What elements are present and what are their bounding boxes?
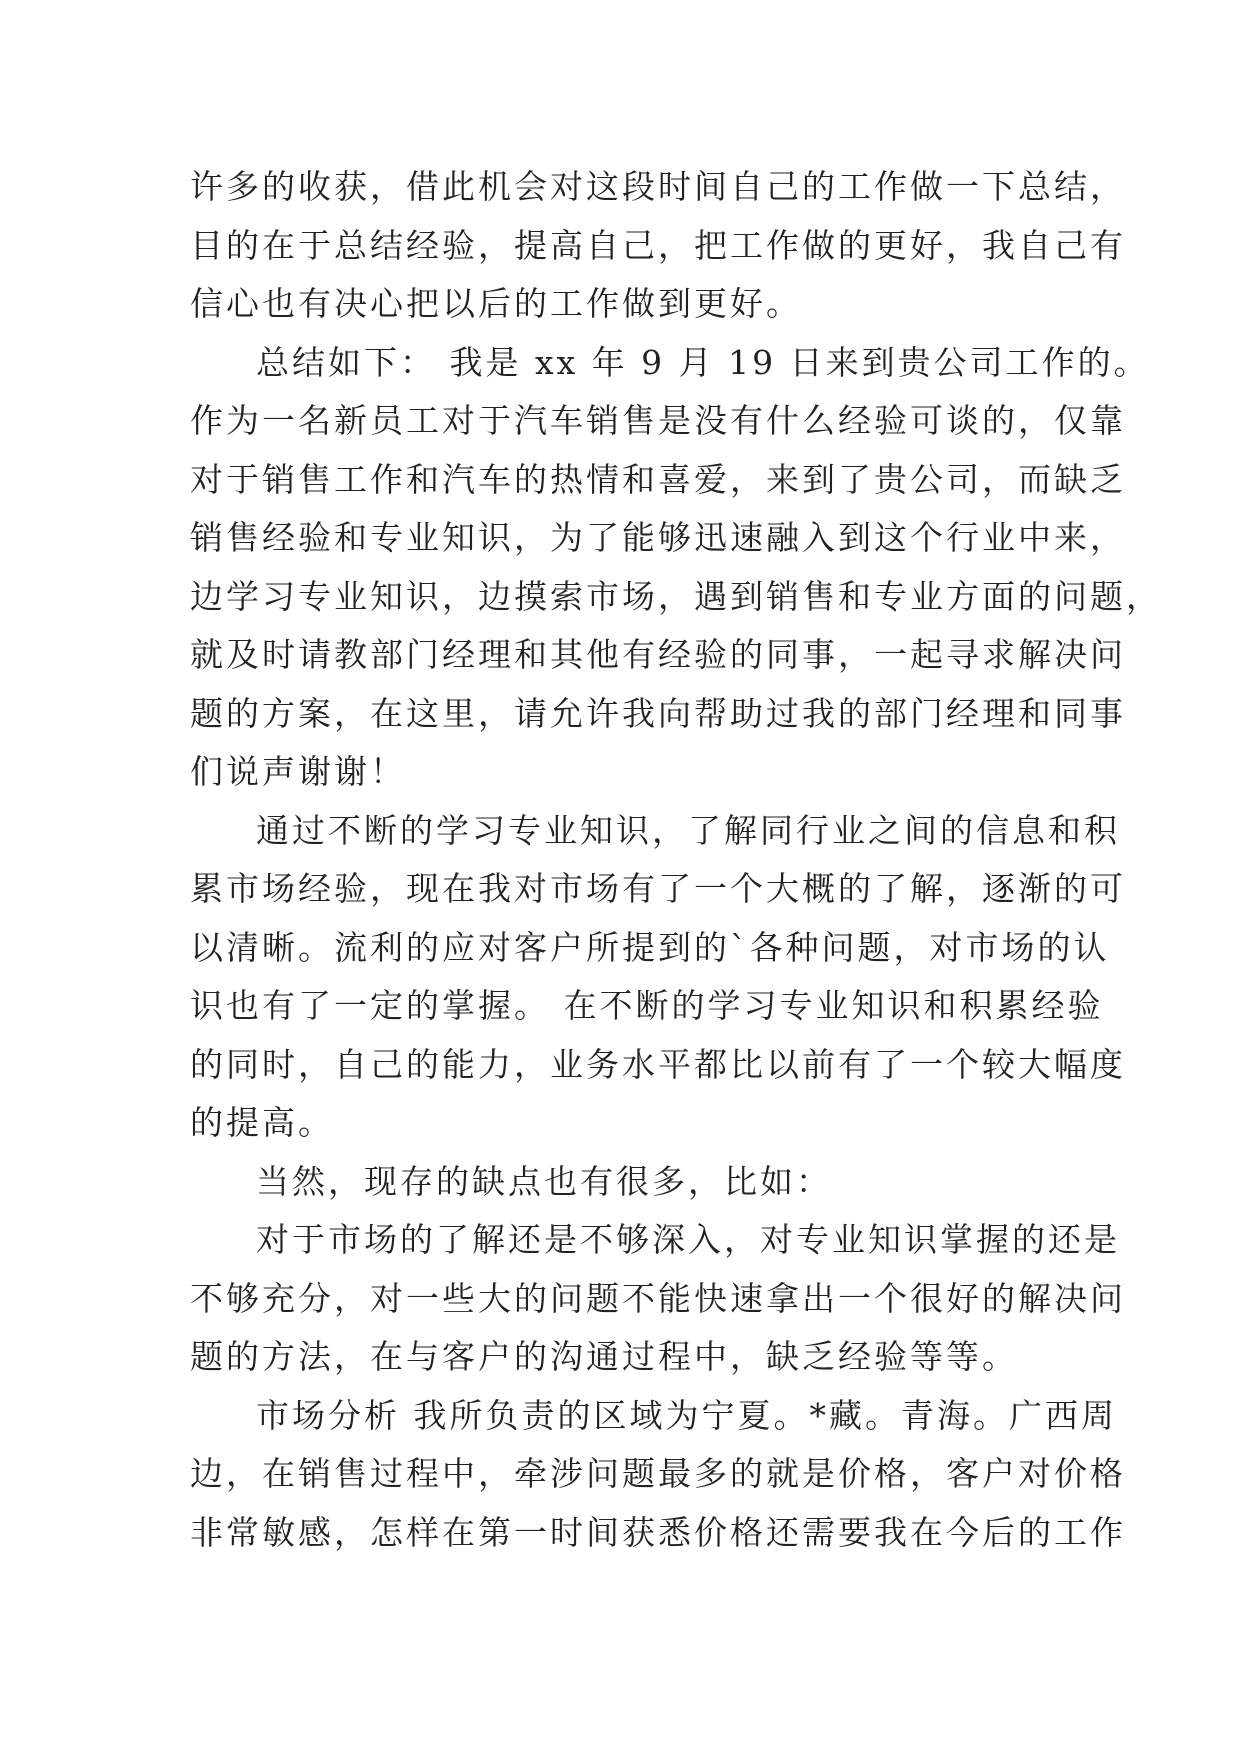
text-line: 累市场经验，现在我对市场有了一个大概的了解，逐渐的可 — [190, 869, 1126, 908]
text-line: 销售经验和专业知识，为了能够迅速融入到这个行业中来， — [190, 518, 1126, 557]
text-line: 许多的收获，借此机会对这段时间自己的工作做一下总结， — [190, 167, 1126, 206]
text-line: 总结如下： 我是 xx 年 9 月 19 日来到贵公司工作的。 — [256, 342, 1150, 382]
text-line: 的提高。 — [190, 1103, 334, 1142]
text-line: 的同时，自己的能力，业务水平都比以前有了一个较大幅度 — [190, 1044, 1126, 1084]
text-line: 市场分析 我所负责的区域为宁夏。*藏。青海。广西周 — [256, 1395, 1117, 1435]
text-line: 不够充分，对一些大的问题不能快速拿出一个很好的解决问 — [190, 1278, 1126, 1318]
text-line: 目的在于总结经验，提高自己，把工作做的更好，我自己有 — [190, 225, 1126, 265]
text-line: 边学习专业知识，边摸索市场，遇到销售和专业方面的问题， — [190, 576, 1162, 616]
text-line: 题的方案，在这里，请允许我向帮助过我的部门经理和同事 — [190, 693, 1126, 733]
text-line: 就及时请教部门经理和其他有经验的同事，一起寻求解决问 — [190, 635, 1126, 674]
text-line: 识也有了一定的掌握。 在不断的学习专业知识和积累经验 — [190, 986, 1104, 1025]
text-line: 对于销售工作和汽车的热情和喜爱，来到了贵公司，而缺乏 — [190, 459, 1126, 499]
text-line: 当然，现存的缺点也有很多，比如： — [256, 1161, 832, 1201]
text-line: 们说声谢谢！ — [190, 752, 406, 791]
text-line: 信心也有决心把以后的工作做到更好。 — [190, 284, 802, 323]
text-line: 对于市场的了解还是不够深入，对专业知识掌握的还是 — [256, 1220, 1120, 1259]
text-line: 作为一名新员工对于汽车销售是没有什么经验可谈的，仅靠 — [190, 401, 1126, 440]
text-line: 题的方法，在与客户的沟通过程中，缺乏经验等等。 — [190, 1337, 1018, 1376]
text-line: 非常敏感，怎样在第一时间获悉价格还需要我在今后的工作 — [190, 1512, 1126, 1552]
document-body — [190, 158, 1162, 1562]
text-line: 以清晰。流利的应对客户所提到的`各种问题，对市场的认 — [190, 927, 1110, 967]
text-line: 边，在销售过程中，牵涉问题最多的就是价格，客户对价格 — [190, 1454, 1126, 1493]
text-line: 通过不断的学习专业知识，了解同行业之间的信息和积 — [256, 810, 1120, 850]
